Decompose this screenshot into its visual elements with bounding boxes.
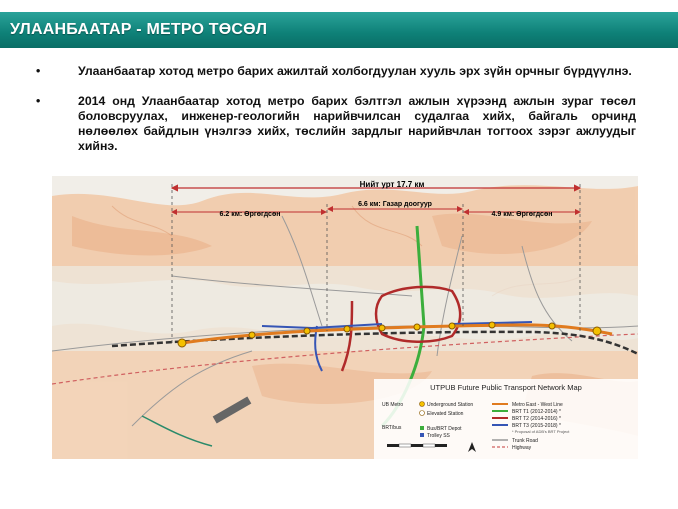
legend-item: BRT T3 (2015-2018) * (512, 423, 561, 429)
bullet-item (30, 64, 636, 79)
legend-item: Trunk Road (512, 438, 538, 444)
total-length-label: Нийт урт 17.7 км (359, 180, 425, 189)
legend-item: Underground Station (427, 402, 474, 408)
bullet-text: 2014 онд Улаанбаатар хотод метро барих бэлтгэл ажлын хүрээнд ажлын зураг төсөл боловсруулах, инженер-геологийн нарийвчилсан судалгаа хийх, байгаль орчинд нөлөөлөх байдлын үнэлгээ хийх, төслийн зардлыг нарийвчлан тогтоох зэрэг ажлуудыг хийнэ. (78, 94, 636, 153)
title-bar (0, 12, 678, 48)
legend-item: BRT T2 (2014-2016) * (512, 416, 561, 422)
legend-item: * Proposal of ADB's BRT Project (512, 429, 570, 434)
metro-network-map (52, 176, 638, 459)
segment-3-label: 4.9 км: Өргөгдсөн (491, 211, 553, 218)
bullet-dot: • (36, 94, 41, 108)
segment-1-label: 6.2 км: Өргөгдсөн (219, 211, 281, 218)
bullet-dot: • (36, 64, 41, 78)
segment-2-label: 6.6 км: Газар доогуур (358, 201, 432, 208)
legend-item: BRT T1 (2012-2014) * (512, 409, 561, 415)
bullet-item (30, 94, 636, 154)
legend-item: Bus/BRT Depot (427, 426, 462, 432)
bullet-list (30, 64, 636, 169)
scale-bar (387, 444, 447, 447)
map-legend (374, 379, 638, 459)
legend-item: UB Metro (382, 402, 404, 408)
slide-title: УЛААНБААТАР - МЕТРО ТӨСӨЛ (10, 21, 268, 38)
legend-item: Elevated Station (427, 411, 464, 417)
legend-item: Metro East - West Line (512, 402, 563, 408)
legend-item: Highway (512, 445, 532, 451)
legend-item: Trolley SS (427, 433, 450, 439)
legend-title: UTPUB Future Public Transport Network Map (430, 383, 582, 392)
bullet-text: Улаанбаатар хотод метро барих ажилтай холбогдуулан хууль эрх зүйн орчныг бүрдүүлнэ. (78, 64, 632, 78)
legend-item: BRT/bus (382, 425, 402, 431)
map-graphic (52, 176, 638, 459)
